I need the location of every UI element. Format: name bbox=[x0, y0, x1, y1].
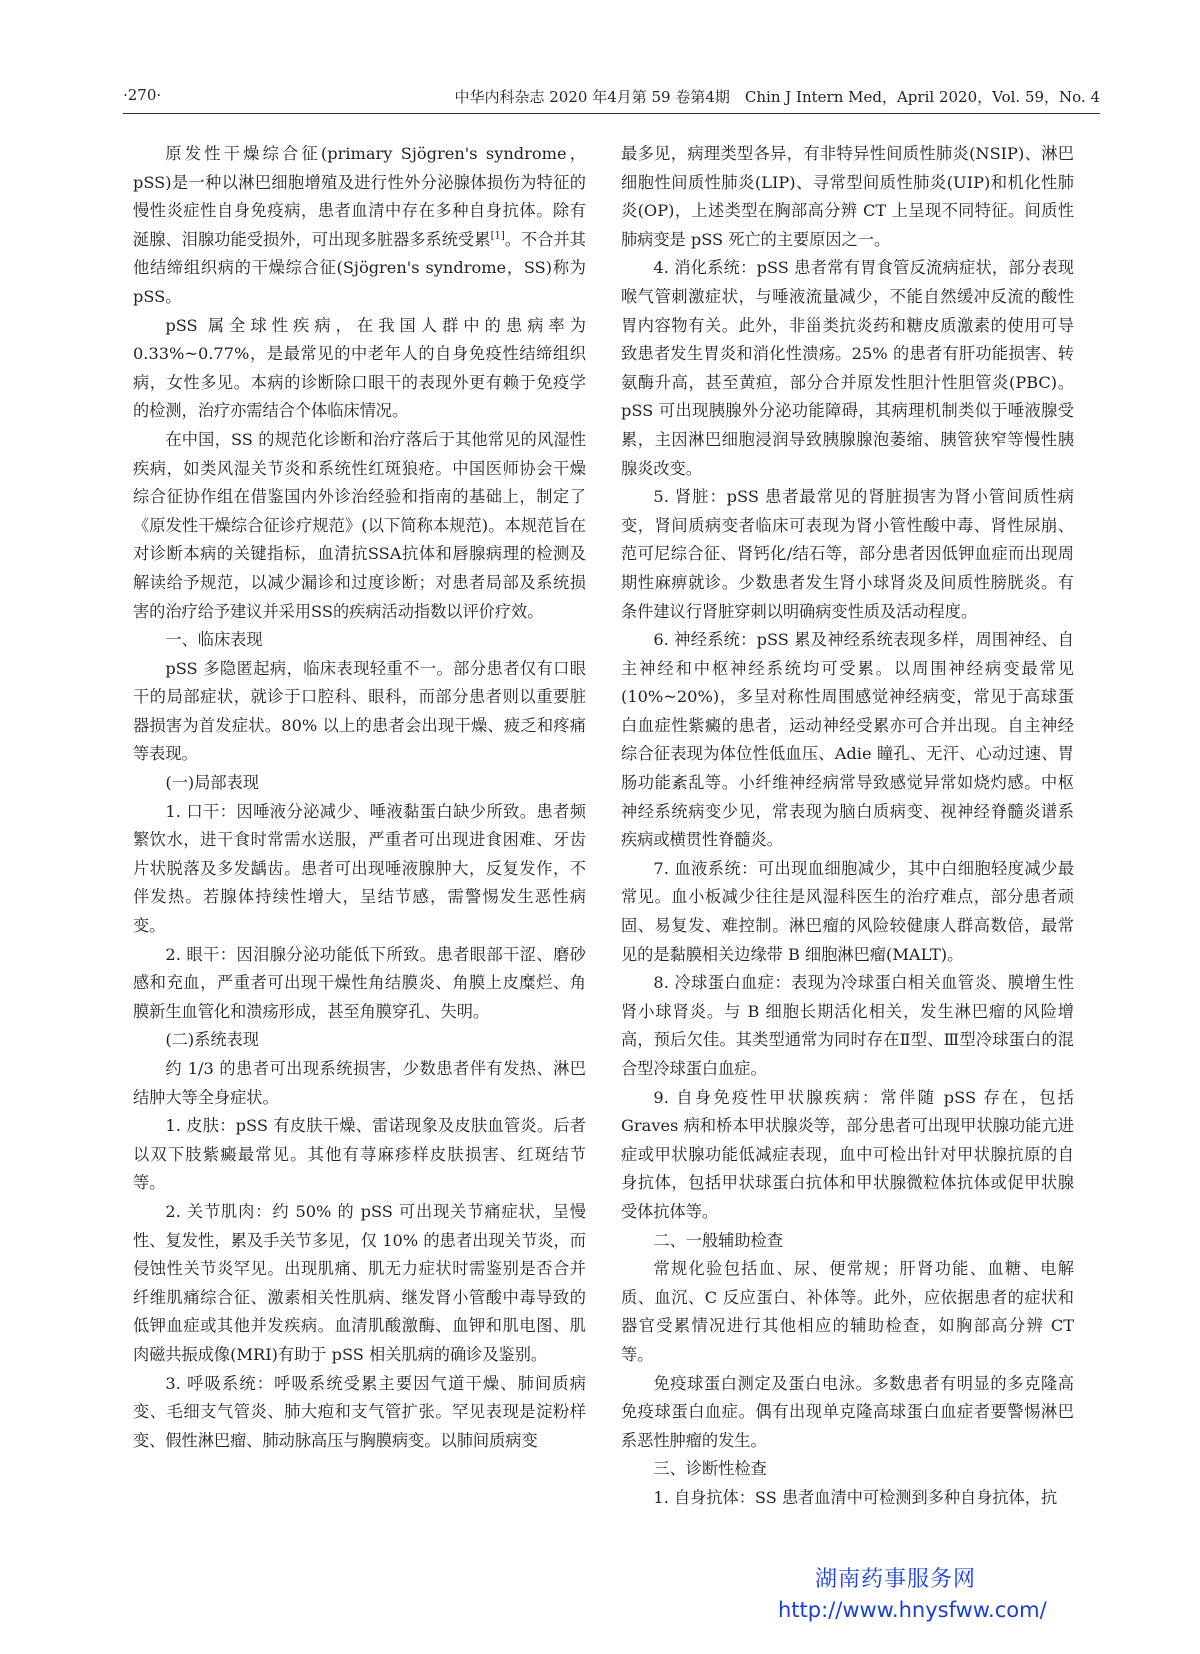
header-rule bbox=[123, 113, 1100, 114]
paragraph: 2. 关节肌肉：约 50% 的 pSS 可出现关节痛症状，呈慢性、复发性，累及手关节多见，仅 10% 的患者出现关节炎，而侵蚀性关节炎罕见。出现肌痛、肌无力症状时需鉴别是否合并纤维肌痛综合征、激素相关性肌病、继发肾小管酸中毒导致的低钾血症或其他并发疾病。血清肌酸激酶、血钾和肌电图、肌肉磁共振成像(MRI)有助于 pSS 相关肌病的确诊及鉴别。 bbox=[133, 1201, 586, 1364]
paragraph: 一、临床表现 bbox=[165, 630, 263, 650]
citation-ref: [1] bbox=[490, 230, 505, 242]
paragraph: 1. 皮肤：pSS 有皮肤干燥、雷诺现象及皮肤血管炎。后者以双下肢紫癜最常见。其他有荨麻疹样皮肤损害、红斑结节等。 bbox=[133, 1116, 586, 1193]
paragraph: 原发性干燥综合征(primary Sjögren's syndrome，pSS)是一种以淋巴细胞增殖及进行性外分泌腺体损伤为特征的慢性炎症性自身免疫病，患者血清中存在多种自身抗体。除有涎腺、泪腺功能受损外，可出现多脏器多系统受累[1]。不合并其他结缔组织病的干燥综合征(Sjögren's syndrome，SS)称为 pSS。 bbox=[133, 144, 586, 306]
paragraph: 二、一般辅助检查 bbox=[653, 1230, 783, 1250]
paragraph: 最多见，病理类型各异，有非特异性间质性肺炎(NSIP)、淋巴细胞性间质性肺炎(LIP)、寻常型间质性肺炎(UIP)和机化性肺炎(OP)，上述类型在胸部高分辨 CT 上呈现不同特征。间质性肺病变是 pSS 死亡的主要原因之一。 bbox=[621, 144, 1074, 249]
page-number: ·270· bbox=[123, 86, 162, 104]
paragraph: 1. 口干：因唾液分泌减少、唾液黏蛋白缺少所致。患者频繁饮水，进干食时常需水送服，严重者可出现进食困难、牙齿片状脱落及多发龋齿。患者可出现唾液腺肿大，反复发作，不伴发热。若腺体持续性增大，呈结节感，需警惕发生恶性病变。 bbox=[133, 801, 586, 936]
paragraph: 常规化验包括血、尿、便常规；肝肾功能、血糖、电解质、血沉、C 反应蛋白、补体等。此外，应依据患者的症状和器官受累情况进行其他相应的辅助检查，如胸部高分辨 CT 等。 bbox=[621, 1259, 1074, 1364]
paragraph: 8. 冷球蛋白血症：表现为冷球蛋白相关血管炎、膜增生性肾小球肾炎。与 B 细胞长期活化相关，发生淋巴瘤的风险增高，预后欠佳。其类型通常为同时存在Ⅱ型、Ⅲ型冷球蛋白的混合型冷球蛋白血症。 bbox=[621, 973, 1074, 1078]
right-column bbox=[621, 140, 1074, 1513]
paragraph: 免疫球蛋白测定及蛋白电泳。多数患者有明显的多克隆高免疫球蛋白血症。偶有出现单克隆高球蛋白血症者要警惕淋巴系恶性肿瘤的发生。 bbox=[621, 1373, 1074, 1450]
paragraph: 在中国，SS 的规范化诊断和治疗落后于其他常见的风湿性疾病，如类风湿关节炎和系统性红斑狼疮。中国医师协会干燥综合征协作组在借鉴国内外诊治经验和指南的基础上，制定了《原发性干燥综合征诊疗规范》(以下简称本规范)。本规范旨在对诊断本病的关键指标，血清抗SSA抗体和唇腺病理的检测及解读给予规范，以减少漏诊和过度诊断；对患者局部及系统损害的治疗给予建议并采用SS的疾病活动指数以评价疗效。 bbox=[133, 429, 586, 621]
watermark-site-name: 湖南药事服务网 bbox=[815, 1567, 977, 1592]
paragraph: 2. 眼干：因泪腺分泌功能低下所致。患者眼部干涩、磨砂感和充血，严重者可出现干燥性角结膜炎、角膜上皮糜烂、角膜新生血管化和溃疡形成，甚至角膜穿孔、失明。 bbox=[133, 944, 586, 1021]
left-column bbox=[133, 140, 586, 1455]
paragraph: 5. 肾脏：pSS 患者最常见的肾脏损害为肾小管间质性病变，肾间质病变者临床可表现为肾小管性酸中毒、肾性尿崩、范可尼综合征、肾钙化/结石等，部分患者因低钾血症而出现周期性麻痹就诊。少数患者发生肾小球肾炎及间质性膀胱炎。有条件建议行肾脏穿刺以明确病变性质及活动程度。 bbox=[621, 487, 1074, 621]
paragraph: 6. 神经系统：pSS 累及神经系统表现多样，周围神经、自主神经和中枢神经系统均可受累。以周围神经病变最常见(10%~20%)，多呈对称性周围感觉神经病变，常见于高球蛋白血症性紫癜的患者，运动神经受累亦可合并出现。自主神经综合征表现为体位性低血压、Adie 瞳孔、无汗、心动过速、胃肠功能紊乱等。小纤维神经病常导致感觉异常如烧灼感。中枢神经系统病变少见，常表现为脑白质病变、视神经脊髓炎谱系疾病或横贯性脊髓炎。 bbox=[621, 630, 1074, 850]
running-header bbox=[123, 86, 1100, 112]
paragraph: 约 1/3 的患者可出现系统损害，少数患者伴有发热、淋巴结肿大等全身症状。 bbox=[133, 1059, 586, 1107]
paragraph: 4. 消化系统：pSS 患者常有胃食管反流病症状，部分表现喉气管刺激症状，与唾液流量减少，不能自然缓冲反流的酸性胃内容物有关。此外，非甾类抗炎药和糖皮质激素的使用可导致患者发生胃炎和消化性溃疡。25% 的患者有肝功能损害、转氨酶升高，甚至黄疸，部分合并原发性胆汁性胆管炎(PBC)。pSS 可出现胰腺外分泌功能障碍，其病理机制类似于唾液腺受累，主因淋巴细胞浸润导致胰腺腺泡萎缩、胰管狭窄等慢性胰腺炎改变。 bbox=[621, 258, 1074, 478]
paragraph: (一)局部表现 bbox=[165, 773, 259, 793]
paragraph: 9. 自身免疫性甲状腺疾病：常伴随 pSS 存在，包括 Graves 病和桥本甲状腺炎等，部分患者可出现甲状腺功能亢进症或甲状腺功能低减症表现，血中可检出针对甲状腺抗原的自身抗体，包括甲状球蛋白抗体和甲状腺微粒体抗体或促甲状腺受体抗体等。 bbox=[621, 1087, 1074, 1221]
paragraph: 三、诊断性检查 bbox=[653, 1459, 767, 1479]
paragraph: (二)系统表现 bbox=[165, 1030, 259, 1050]
paragraph: pSS 多隐匿起病，临床表现轻重不一。部分患者仅有口眼干的局部症状，就诊于口腔科、眼科，而部分患者则以重要脏器损害为首发症状。80% 以上的患者会出现干燥、疲乏和疼痛等表现。 bbox=[133, 658, 586, 764]
watermark-url[interactable]: http://www.hnysfww.com/ bbox=[778, 1598, 1047, 1622]
paragraph: 3. 呼吸系统：呼吸系统受累主要因气道干燥、肺间质病变、毛细支气管炎、肺大疱和支气管扩张。罕见表现是淀粉样变、假性淋巴瘤、肺动脉高压与胸膜病变。以肺间质病变 bbox=[133, 1373, 586, 1450]
paragraph: pSS 属全球性疾病，在我国人群中的患病率为 0.33%~0.77%，是最常见的中老年人的自身免疫性结缔组织病，女性多见。本病的诊断除口眼干的表现外更有赖于免疫学的检测，治疗亦需结合个体临床情况。 bbox=[133, 315, 586, 421]
journal-citation: 中华内科杂志 2020 年4月第 59 卷第4期 Chin J Intern Med，April 2020，Vol. 59，No. 4 bbox=[454, 88, 1100, 106]
paragraph: 7. 血液系统：可出现血细胞减少，其中白细胞轻度减少最常见。血小板减少往往是风湿科医生的治疗难点，部分患者顽固、易复发、难控制。淋巴瘤的风险较健康人群高数倍，最常见的是黏膜相关边缘带 B 细胞淋巴瘤(MALT)。 bbox=[621, 858, 1074, 964]
paragraph: 1. 自身抗体：SS 患者血清中可检测到多种自身抗体，抗 bbox=[653, 1487, 1058, 1507]
